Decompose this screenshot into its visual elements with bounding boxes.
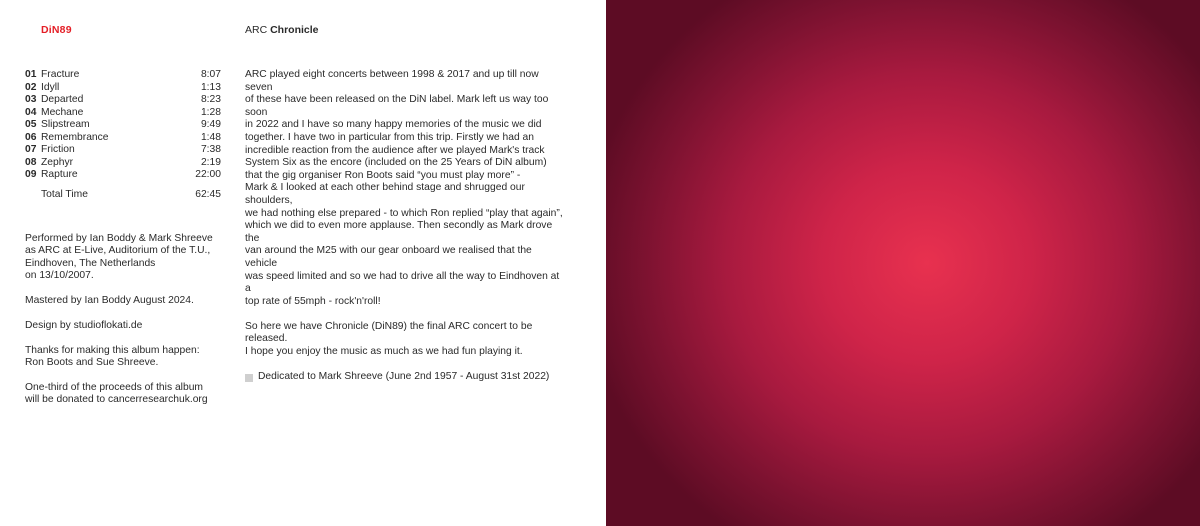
- track-row: [25, 94, 221, 107]
- track-time: 9:49: [200, 119, 221, 130]
- donation-note: One-third of the proceeds of this album will be donated to cancerresearchuk.org: [25, 381, 208, 406]
- track-title: Idyll: [41, 81, 60, 93]
- dedication-text: Dedicated to Mark Shreeve (June 2nd 1957 - August 31st 2022): [258, 371, 550, 383]
- track-number: 01: [25, 69, 37, 80]
- thanks-credit: Thanks for making this album happen: Ron Boots and Sue Shreeve.: [25, 344, 200, 369]
- track-number: 03: [25, 94, 37, 105]
- track-row: [25, 107, 221, 120]
- track-time: 8:23: [200, 94, 221, 105]
- dedication: [245, 371, 563, 384]
- track-number: 08: [25, 156, 37, 168]
- track-number: 09: [25, 169, 37, 180]
- track-title: Departed: [41, 94, 84, 105]
- liner-notes-paragraph: So here we have Chronicle (DiN89) the final ARC concert to be released. I hope you enjoy the music as much as we had fun playing it.: [245, 320, 533, 358]
- track-row: [25, 157, 221, 170]
- track-row: [25, 132, 221, 145]
- track-row: [25, 119, 221, 132]
- total-time-row: [25, 188, 221, 202]
- track-title: Mechane: [41, 106, 84, 118]
- track-title: Slipstream: [41, 119, 90, 130]
- red-gradient-cover-panel: [606, 0, 1200, 526]
- square-bullet-icon: [245, 374, 253, 382]
- credits-block: [25, 233, 235, 419]
- track-number: 04: [25, 106, 37, 118]
- track-title: Zephyr: [41, 156, 74, 168]
- artist-name: ARC: [245, 24, 268, 36]
- total-time-value: 62:45: [195, 188, 221, 200]
- track-title: Remembrance: [41, 131, 109, 143]
- track-number: 02: [25, 81, 37, 93]
- liner-notes-paragraph: ARC played eight concerts between 1998 & 2017 and up till now seven of these have been released on the DiN label. Mark left us way too soon in 2022 and I have so many happy memories of the music we did together. I have two in particular from this trip. Firstly we had an incredible reaction from the audience after we played Mark's track System Six as the encore (included on the 25 Years of DiN album) that the gig organiser Ron Boots said “you must play more” - Mark & I looked at each other behind stage and shrugged our shoulders, we had nothing else prepared - to which Ron replied “play that again”, which we did to even more applause. Then secondly as Mark drove the van around the M25 with our gear onboard we realised that the vehicle was speed limited and so we had to drive all the way to Eindhoven at a top rate of 55mph - rock'n'roll!: [245, 69, 563, 307]
- track-number: 06: [25, 131, 37, 143]
- track-row: [25, 82, 221, 95]
- track-row: [25, 144, 221, 157]
- track-time: 2:19: [200, 156, 221, 168]
- liner-notes: [245, 69, 563, 384]
- album-heading: [245, 24, 319, 36]
- design-credit: Design by studioflokati.de: [25, 319, 143, 331]
- track-number: 07: [25, 144, 37, 155]
- track-number: 05: [25, 119, 37, 130]
- track-title: Rapture: [41, 169, 78, 180]
- track-row: [25, 69, 221, 82]
- tracklist: [25, 69, 221, 202]
- track-row: [25, 169, 221, 182]
- track-title: Fracture: [41, 69, 80, 80]
- performance-credit: Performed by Ian Boddy & Mark Shreeve as ARC at E-Live, Auditorium of the T.U., Eindhoven, The Netherlands on 13/10/2007.: [25, 233, 213, 282]
- track-title: Friction: [41, 144, 75, 155]
- track-time: 22:00: [195, 169, 221, 180]
- total-time-label: Total Time: [41, 188, 88, 200]
- track-time: 1:13: [200, 81, 221, 93]
- track-time: 7:38: [200, 144, 221, 155]
- track-time: 1:48: [200, 131, 221, 143]
- label-catalog-number: DiN89: [41, 24, 72, 36]
- track-time: 8:07: [200, 69, 221, 80]
- album-title: Chronicle: [270, 24, 319, 36]
- track-time: 1:28: [200, 106, 221, 118]
- mastering-credit: Mastered by Ian Boddy August 2024.: [25, 295, 194, 307]
